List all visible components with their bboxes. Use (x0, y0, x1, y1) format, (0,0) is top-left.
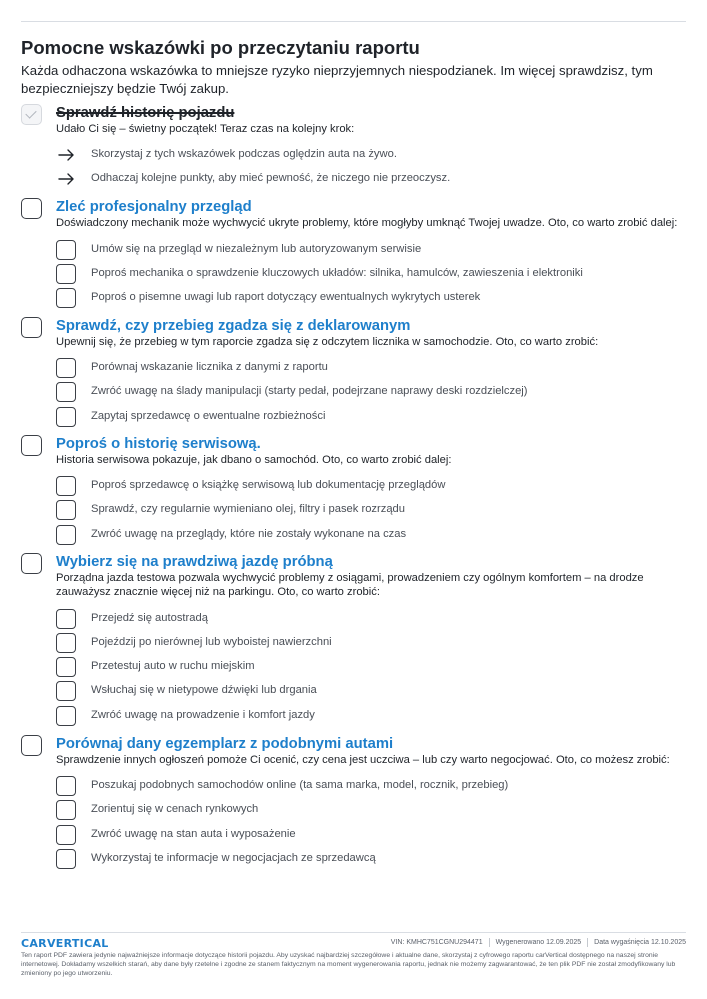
section-title: Wybierz się na prawdziwą jazdę próbną (56, 554, 333, 570)
section-checkbox-checked[interactable] (21, 104, 42, 125)
item-checkbox[interactable] (56, 382, 76, 402)
page-title: Pomocne wskazówki po przeczytaniu raportu (21, 37, 420, 58)
checklist-item[interactable] (56, 849, 686, 869)
checklist-item-label: Zwróć uwagę na stan auta i wyposażenie (91, 828, 296, 840)
checklist-item[interactable] (56, 500, 686, 520)
arrow-right-icon (58, 170, 76, 188)
checklist-item[interactable] (56, 382, 686, 402)
section-checkbox[interactable] (21, 317, 42, 338)
item-checkbox[interactable] (56, 800, 76, 820)
item-checkbox[interactable] (56, 240, 76, 260)
logo-part-vertical: VERTICAL (46, 937, 109, 950)
checklist-item-label: Pojeździj po nierównej lub wyboistej nawierzchni (91, 636, 332, 648)
item-checkbox[interactable] (56, 407, 76, 427)
section-description: Sprawdzenie innych ogłoszeń pomoże Ci ocenić, czy cena jest uczciwa – lub czy warto negocjować. Oto, co możesz zrobić: (56, 754, 670, 766)
checklist-item[interactable] (56, 800, 686, 820)
checklist-item[interactable] (56, 358, 686, 378)
item-checkbox[interactable] (56, 657, 76, 677)
item-checkbox[interactable] (56, 706, 76, 726)
checklist-item-label: Poproś sprzedawcę o książkę serwisową lub dokumentację przeglądów (91, 479, 446, 491)
report-meta (391, 938, 686, 947)
checklist-item[interactable] (56, 681, 686, 701)
section-description: Historia serwisowa pokazuje, jak dbano o samochód. Oto, co warto zrobić dalej: (56, 454, 452, 466)
vin-text: VIN: KMHC751CGNU294471 (390, 939, 483, 946)
generated-date: Wygenerowano 12.09.2025 (495, 939, 582, 946)
checklist-item-label: Poproś mechanika o sprawdzenie kluczowych układów: silnika, hamulców, zawieszenia i elektroniki (91, 267, 583, 279)
checklist-item-label: Poszukaj podobnych samochodów online (ta sama marka, model, rocznik, przebieg) (91, 779, 509, 791)
section-title: Sprawdź historię pojazdu (56, 105, 235, 121)
checklist-item-label: Zwróć uwagę na przeglądy, które nie zostały wykonane na czas (91, 528, 407, 540)
item-checkbox[interactable] (56, 849, 76, 869)
section-checkbox[interactable] (21, 198, 42, 219)
checklist-item-label: Zorientuj się w cenach rynkowych (91, 803, 259, 815)
checklist-item-label: Wykorzystaj te informacje w negocjacjach ze sprzedawcą (91, 852, 376, 864)
item-checkbox[interactable] (56, 476, 76, 496)
page-intro: Każda odhaczona wskazówka to mniejsze ryzyko nieprzyjemnych niespodzianek. Im więcej sprawdzisz, tym bezpieczniejszy będzie Twój zakup. (21, 63, 653, 96)
section-title: Zleć profesjonalny przegląd (56, 199, 252, 215)
item-checkbox[interactable] (56, 633, 76, 653)
checklist-item-label: Umów się na przegląd w niezależnym lub autoryzowanym serwisie (91, 243, 422, 255)
checklist-item[interactable] (56, 609, 686, 629)
top-divider (21, 21, 686, 22)
section-title: Poproś o historię serwisową. (56, 436, 261, 452)
item-checkbox[interactable] (56, 681, 76, 701)
footer-divider (21, 932, 686, 933)
item-checkbox[interactable] (56, 525, 76, 545)
checklist-item[interactable] (56, 657, 686, 677)
item-checkbox[interactable] (56, 288, 76, 308)
tip-item-label: Odhaczaj kolejne punkty, aby mieć pewność, że niczego nie przeoczysz. (91, 172, 451, 184)
checklist-item-label: Zwróć uwagę na prowadzenie i komfort jazdy (91, 709, 315, 721)
section-title: Sprawdź, czy przebieg zgadza się z deklarowanym (56, 318, 411, 334)
checklist-item[interactable] (56, 825, 686, 845)
checklist-item-label: Przetestuj auto w ruchu miejskim (91, 660, 255, 672)
section-checkbox[interactable] (21, 735, 42, 756)
checklist-item[interactable] (56, 240, 686, 260)
checklist-item[interactable] (56, 776, 686, 796)
checklist-item-label: Wsłuchaj się w nietypowe dźwięki lub drgania (91, 684, 317, 696)
disclaimer-text: Ten raport PDF zawiera jedynie najważniejsze informacje dotyczące historii pojazdu. Aby uzyskać najbardziej szczegółowe i aktualne dane, skorzystaj z cyfrowego raportu carVertical dostępnego na naszej stronie internetowej. Dokładamy wszelkich starań, aby dane były rzetelne i zgodne ze stanem faktycznym na moment wygenerowania raportu, jednak nie możemy zagwarantować, że ten plik PDF nie został zmodyfikowany lub zmieniony po jego utworzeniu. (21, 952, 676, 978)
tip-item (56, 145, 686, 165)
section-title: Porównaj dany egzemplarz z podobnymi autami (56, 736, 394, 752)
meta-separator (587, 938, 588, 947)
checklist-item[interactable] (56, 633, 686, 653)
section-description: Udało Ci się – świetny początek! Teraz czas na kolejny krok: (56, 123, 355, 135)
checklist-item[interactable] (56, 288, 686, 308)
meta-separator (489, 938, 490, 947)
carvertical-logo (21, 937, 109, 950)
checklist-item-label: Poproś o pisemne uwagi lub raport dotyczący ewentualnych wykrytych usterek (91, 291, 481, 303)
item-checkbox[interactable] (56, 358, 76, 378)
checklist-item[interactable] (56, 476, 686, 496)
section-description: Porządna jazda testowa pozwala wychwycić problemy z osiągami, prowadzeniem czy ogólnym komfortem – na drodze zauważysz znacznie więcej niż na parkingu. Oto, co warto zrobić: (56, 572, 644, 598)
section-checkbox[interactable] (21, 435, 42, 456)
arrow-right-icon (58, 146, 76, 164)
section-checkbox[interactable] (21, 553, 42, 574)
section-description: Doświadczony mechanik może wychwycić ukryte problemy, które mogłyby umknąć Twojej uwadze. Oto, co warto zrobić dalej: (56, 217, 678, 229)
checklist-item-label: Zwróć uwagę na ślady manipulacji (starty pedał, podejrzane naprawy deski rozdzielczej) (91, 385, 528, 397)
checklist-item-label: Sprawdź, czy regularnie wymieniano olej, filtry i pasek rozrządu (91, 503, 406, 515)
item-checkbox[interactable] (56, 264, 76, 284)
checklist-item-label: Porównaj wskazanie licznika z danymi z raportu (91, 361, 328, 373)
checklist-item[interactable] (56, 407, 686, 427)
tip-item (56, 169, 686, 189)
item-checkbox[interactable] (56, 500, 76, 520)
expiry-date: Data wygaśnięcia 12.10.2025 (594, 939, 686, 946)
checklist-item-label: Przejedź się autostradą (91, 612, 208, 624)
checklist-item[interactable] (56, 525, 686, 545)
checklist-item[interactable] (56, 264, 686, 284)
section-description: Upewnij się, że przebieg w tym raporcie zgadza się z odczytem licznika w samochodzie. Oto, co warto zrobić: (56, 336, 599, 348)
logo-part-car: CAR (21, 937, 47, 950)
item-checkbox[interactable] (56, 776, 76, 796)
item-checkbox[interactable] (56, 825, 76, 845)
checklist-item[interactable] (56, 706, 686, 726)
checklist-item-label: Zapytaj sprzedawcę o ewentualne rozbieżności (91, 410, 326, 422)
item-checkbox[interactable] (56, 609, 76, 629)
tip-item-label: Skorzystaj z tych wskazówek podczas oględzin auta na żywo. (91, 148, 397, 160)
